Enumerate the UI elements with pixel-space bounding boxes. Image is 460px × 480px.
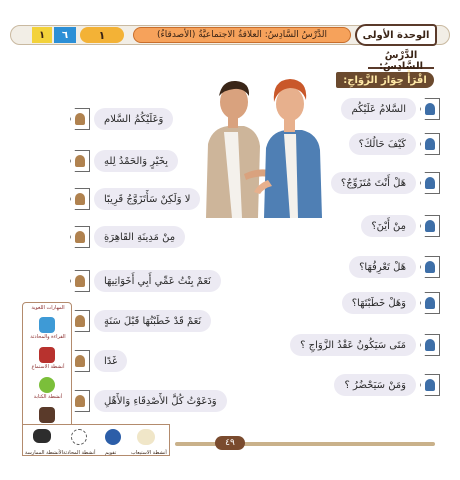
person-icon — [75, 113, 85, 125]
person-icon — [425, 339, 435, 351]
person-icon — [75, 231, 85, 243]
person-icon — [425, 379, 435, 391]
dialog-row-left — [70, 310, 211, 332]
lesson-subtitle: الدَّرْسُ السَّادِسُ: — [368, 50, 434, 69]
person-icon — [425, 138, 435, 150]
skills-panel-title: المهارات اللغوية — [31, 305, 65, 311]
dialog-line: مِنْ أَيْنَ؟ — [361, 215, 416, 237]
speaker-avatar-icon — [420, 256, 440, 278]
skill-label: أنشطة الكتابة — [33, 394, 63, 400]
person-icon — [75, 315, 85, 327]
dialog-line: نَعَمْ قَدْ خَطَبْتُهَا قَبْلَ سَنَةٍ — [94, 310, 211, 332]
dialog-line: هَلْ أَنْتَ مُتَزَوِّجٌ؟ — [331, 172, 416, 194]
speaker-avatar-icon — [420, 98, 440, 120]
badge-blue: ٦ — [54, 27, 76, 43]
dialog-line: هَلْ تَعْرِفُهَا؟ — [349, 256, 416, 278]
dialog-line: وَهَلْ خَطَبْتَهَا؟ — [342, 292, 416, 314]
dialog-row-right — [342, 292, 440, 314]
dialog-row-right — [341, 98, 440, 120]
speaker-avatar-icon — [420, 374, 440, 396]
dialog-line: غَدًا — [94, 350, 127, 372]
strip-label: تقويم — [105, 450, 117, 456]
person-icon — [75, 155, 85, 167]
pen-icon — [39, 407, 55, 423]
dialog-row-right — [361, 215, 440, 237]
lesson-title: الدَّرْسُ السَّادِسُ: العلاقةُ الاجتماعيَّةُ (الأصدقاءُ) — [133, 27, 351, 43]
dialog-row-right — [290, 334, 440, 356]
section-heading: اقْرَأْ حِوَارَ الزَّوَاجِ: — [336, 72, 434, 88]
speaker-avatar-icon — [70, 310, 90, 332]
evaluation-icon — [105, 429, 121, 445]
speaker-avatar-icon — [70, 108, 90, 130]
strip-label: أنشطة المحادثة — [63, 450, 96, 456]
two-men-talking-illustration — [198, 74, 326, 218]
dialog-line: مِنْ مَدِينَةِ القَاهِرَةِ — [94, 226, 185, 248]
dialog-row-left — [70, 270, 221, 292]
dialog-line: وَدَعَوْتُ كُلَّ الأَصْدِقَاءِ وَالأَهْلِ — [94, 390, 227, 412]
dialog-row-right — [334, 374, 440, 396]
person-icon — [75, 193, 85, 205]
person-icon — [425, 297, 435, 309]
puzzle-icon — [71, 429, 87, 445]
dialog-row-right — [349, 133, 440, 155]
page-rule — [175, 442, 435, 446]
dialog-row-left — [70, 188, 200, 210]
person-icon — [425, 261, 435, 273]
writing-icon — [39, 377, 55, 393]
person-icon — [75, 355, 85, 367]
person-icon — [425, 220, 435, 232]
speaker-avatar-icon — [420, 133, 440, 155]
strip-label: الأنشطة الممارسة — [25, 450, 63, 456]
skill-label: القراءة والمحادثة — [30, 334, 66, 340]
person-icon — [425, 177, 435, 189]
listening-icon — [39, 347, 55, 363]
person-icon — [75, 275, 85, 287]
dialog-line: كَيْفَ حَالُكَ؟ — [349, 133, 416, 155]
speaker-avatar-icon — [70, 390, 90, 412]
person-icon — [425, 103, 435, 115]
dialog-row-left — [70, 350, 127, 372]
dialog-row-left — [70, 150, 178, 172]
speaker-avatar-icon — [70, 350, 90, 372]
dialog-line: لا وَلَكِنْ سَأَتَزَوَّجُ قَرِيبًا — [94, 188, 200, 210]
speaker-avatar-icon — [70, 270, 90, 292]
speaker-avatar-icon — [70, 188, 90, 210]
speaker-avatar-icon — [420, 334, 440, 356]
dialog-line: وَمَنْ سَيَحْضُرُ ؟ — [334, 374, 416, 396]
speaker-avatar-icon — [70, 226, 90, 248]
unit-label: الوحدة الأولى — [355, 24, 437, 46]
badge-number: ١ — [80, 27, 124, 43]
dialog-line: نَعَمْ بِنْتُ عَمِّي أَبِي أَخَوَاتِيهَا — [94, 270, 221, 292]
strip-label: أنشطة الاستيعاب — [131, 450, 167, 456]
activities-strip — [22, 424, 170, 456]
page-number: ٤٩ — [215, 436, 245, 450]
person-icon — [75, 395, 85, 407]
reading-icon — [39, 317, 55, 333]
skill-label: أنشطة الاستماع — [31, 364, 65, 370]
badge-yellow: ١ — [32, 27, 52, 43]
speaker-avatar-icon — [70, 150, 90, 172]
speaker-avatar-icon — [420, 292, 440, 314]
dialog-line: بِخَيْرٍ وَالحَمْدُ لِلهِ — [94, 150, 178, 172]
dialog-row-right — [349, 256, 440, 278]
speaker-avatar-icon — [420, 215, 440, 237]
dialog-row-left — [70, 108, 173, 130]
dialog-line: السَّلامُ عَلَيْكُم — [341, 98, 416, 120]
speaker-avatar-icon — [420, 172, 440, 194]
dialog-row-left — [70, 226, 185, 248]
dialog-line: مَتَى سَيَكُونُ عَقْدُ الزَّوَاجِ ؟ — [290, 334, 416, 356]
gamepad-icon — [33, 429, 51, 443]
dialog-line: وَعَلَيْكُمُ السَّلام — [94, 108, 173, 130]
dialog-row-left — [70, 390, 227, 412]
dialog-row-right — [331, 172, 440, 194]
flower-icon — [137, 429, 155, 445]
